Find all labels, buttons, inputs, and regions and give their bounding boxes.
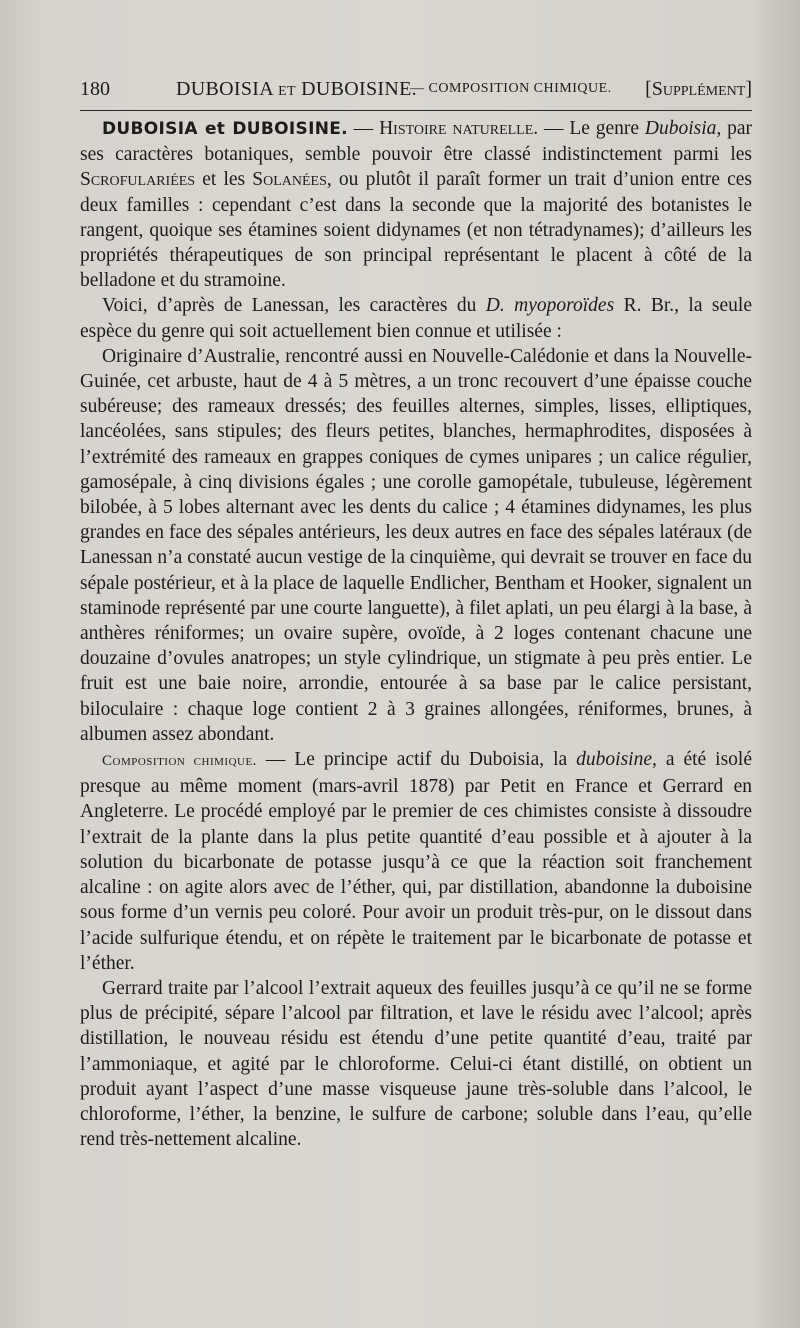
genus-name: Duboisia, [644, 118, 722, 139]
family-solanees: Solanées [252, 169, 327, 191]
running-title-et: ET [278, 84, 296, 99]
duboisine-word: duboisine, [576, 749, 657, 771]
family-scrofulariees: Scrofulariées [80, 169, 196, 191]
running-section: — COMPOSITION CHIMIQUE. [410, 81, 612, 96]
text-run: par ses caractères botaniques, semble pouvoir être classé indistinctement parmi les [80, 118, 752, 166]
running-title-a: DUBOISIA [176, 78, 279, 100]
paragraph-gerrard: Gerrard traite par l’alcool l’extrait aqueux des feuilles jusqu’à ce qu’il ne se forme plus de précipité, sépare l’alcool par filtration, et lave le résidu avec l’alcool; après distillation, le nouveau résidu est étendu d’une petite quantité d’eau, traité par l’ammoniaque, et agité par le chloroforme. Celui-ci étant distillé, on obtient un produit ayant l’aspect d’une masse visqueuse jaune très-soluble dans l’alcool, le chloroforme, l’éther, la benzine, le sulfure de carbone; soluble dans l’eau, qu’elle rend très-nettement alcaline. [80, 977, 752, 1151]
running-head [80, 78, 752, 111]
text-run: — Le principe actif du Duboisia, la [256, 749, 577, 771]
text-run: a été isolé presque au même moment (mars-avril 1878) par Petit en France et Gerrard en Angleterre. Le procédé employé par le premier de ces chimistes consiste à dissoudre l’extrait de la plante dans la plus petite quantité d’eau possible et à ajouter à la solution du bicarbonate de potasse jusqu’à ce que la réaction soit franchement alcaline : on agite alors avec de l’éther, qui, par distillation, abandonne la duboisine sous forme d’un vernis peu coloré. Pour avoir un produit très-pur, on le dissout dans l’acide sulfurique étendu, et on répète le traitement par le bicarbonate de potasse et l’éther. [80, 749, 752, 974]
text-run: — Le genre [538, 118, 645, 139]
running-title [176, 78, 417, 101]
text-run: Voici, d’après de Lanessan, les caractères du [102, 295, 486, 317]
article-heading: DUBOISIA et DUBOISINE. [102, 119, 348, 139]
section-histoire: — Histoire naturelle. [353, 118, 539, 139]
paragraph-intro [80, 116, 752, 293]
paragraph-description: Originaire d’Australie, rencontré aussi en Nouvelle-Calédonie et dans la Nouvelle-Guinée, cet arbuste, haut de 4 à 5 mètres, a un tronc recouvert d’une épaisse couche subéreuse; des rameaux dressés; des feuilles alternes, simples, lisses, elliptiques, lancéolées, sans stipules; des fleurs petites, blanches, hermaphrodites, disposées à l’extrémité des rameaux en grappes coniques de cymes unipares ; un calice régulier, gamosépale, à cinq divisions égales ; une corolle gamopétale, tubuleuse, légèrement bilobée, à 5 lobes alternant avec les dents du calice ; 4 étamines didynames, les plus grandes en face des sépales antérieurs, les deux autres en face des sépales latéraux (de Lanessan n’a constaté aucun vestige de la cinquième, qui devrait se trouver en face du sépale postérieur, et à la place de laquelle Endlicher, Bentham et Hooker, signalent un staminode représenté par une courte languette), à filet aplati, un peu élargi à la base, à anthères réniformes; un ovaire supère, ovoïde, à 2 loges contenant chacune une douzaine d’ovules anatropes; un style cylindrique, un stigmate à peu près entier. Le fruit est une baie noire, arrondie, entourée à sa base par le calice persistant, biloculaire : chaque loge contient 2 à 3 graines allongées, réniformes, brunes, à albumen assez abondant. [80, 345, 752, 745]
text-run: R. Br., la seule espèce du genre qui soit actuellement bien connue et utilisée : [80, 295, 752, 342]
running-title-b: DUBOISINE. [295, 78, 417, 100]
article-body [80, 116, 752, 1152]
text-run: et les [195, 169, 253, 191]
species-name: D. myoporoïdes [485, 295, 615, 317]
section-composition: Composition chimique. [102, 753, 257, 770]
paragraph-lanessan [80, 293, 752, 343]
paragraph-composition [80, 747, 752, 976]
page-number: 180 [80, 78, 110, 100]
running-supplement: [Supplément] [645, 78, 752, 100]
text-run: , ou plutôt il paraît former un trait d’union entre ces deux familles : cependant c’est dans la seconde que la majorité des botanistes le rangent, quoique ses étamines soient didynames (et non tétradynames); d’ailleurs les propriétés thérapeutiques de son principal représentant le placent à côté de la belladone et du stramoine. [80, 169, 752, 292]
